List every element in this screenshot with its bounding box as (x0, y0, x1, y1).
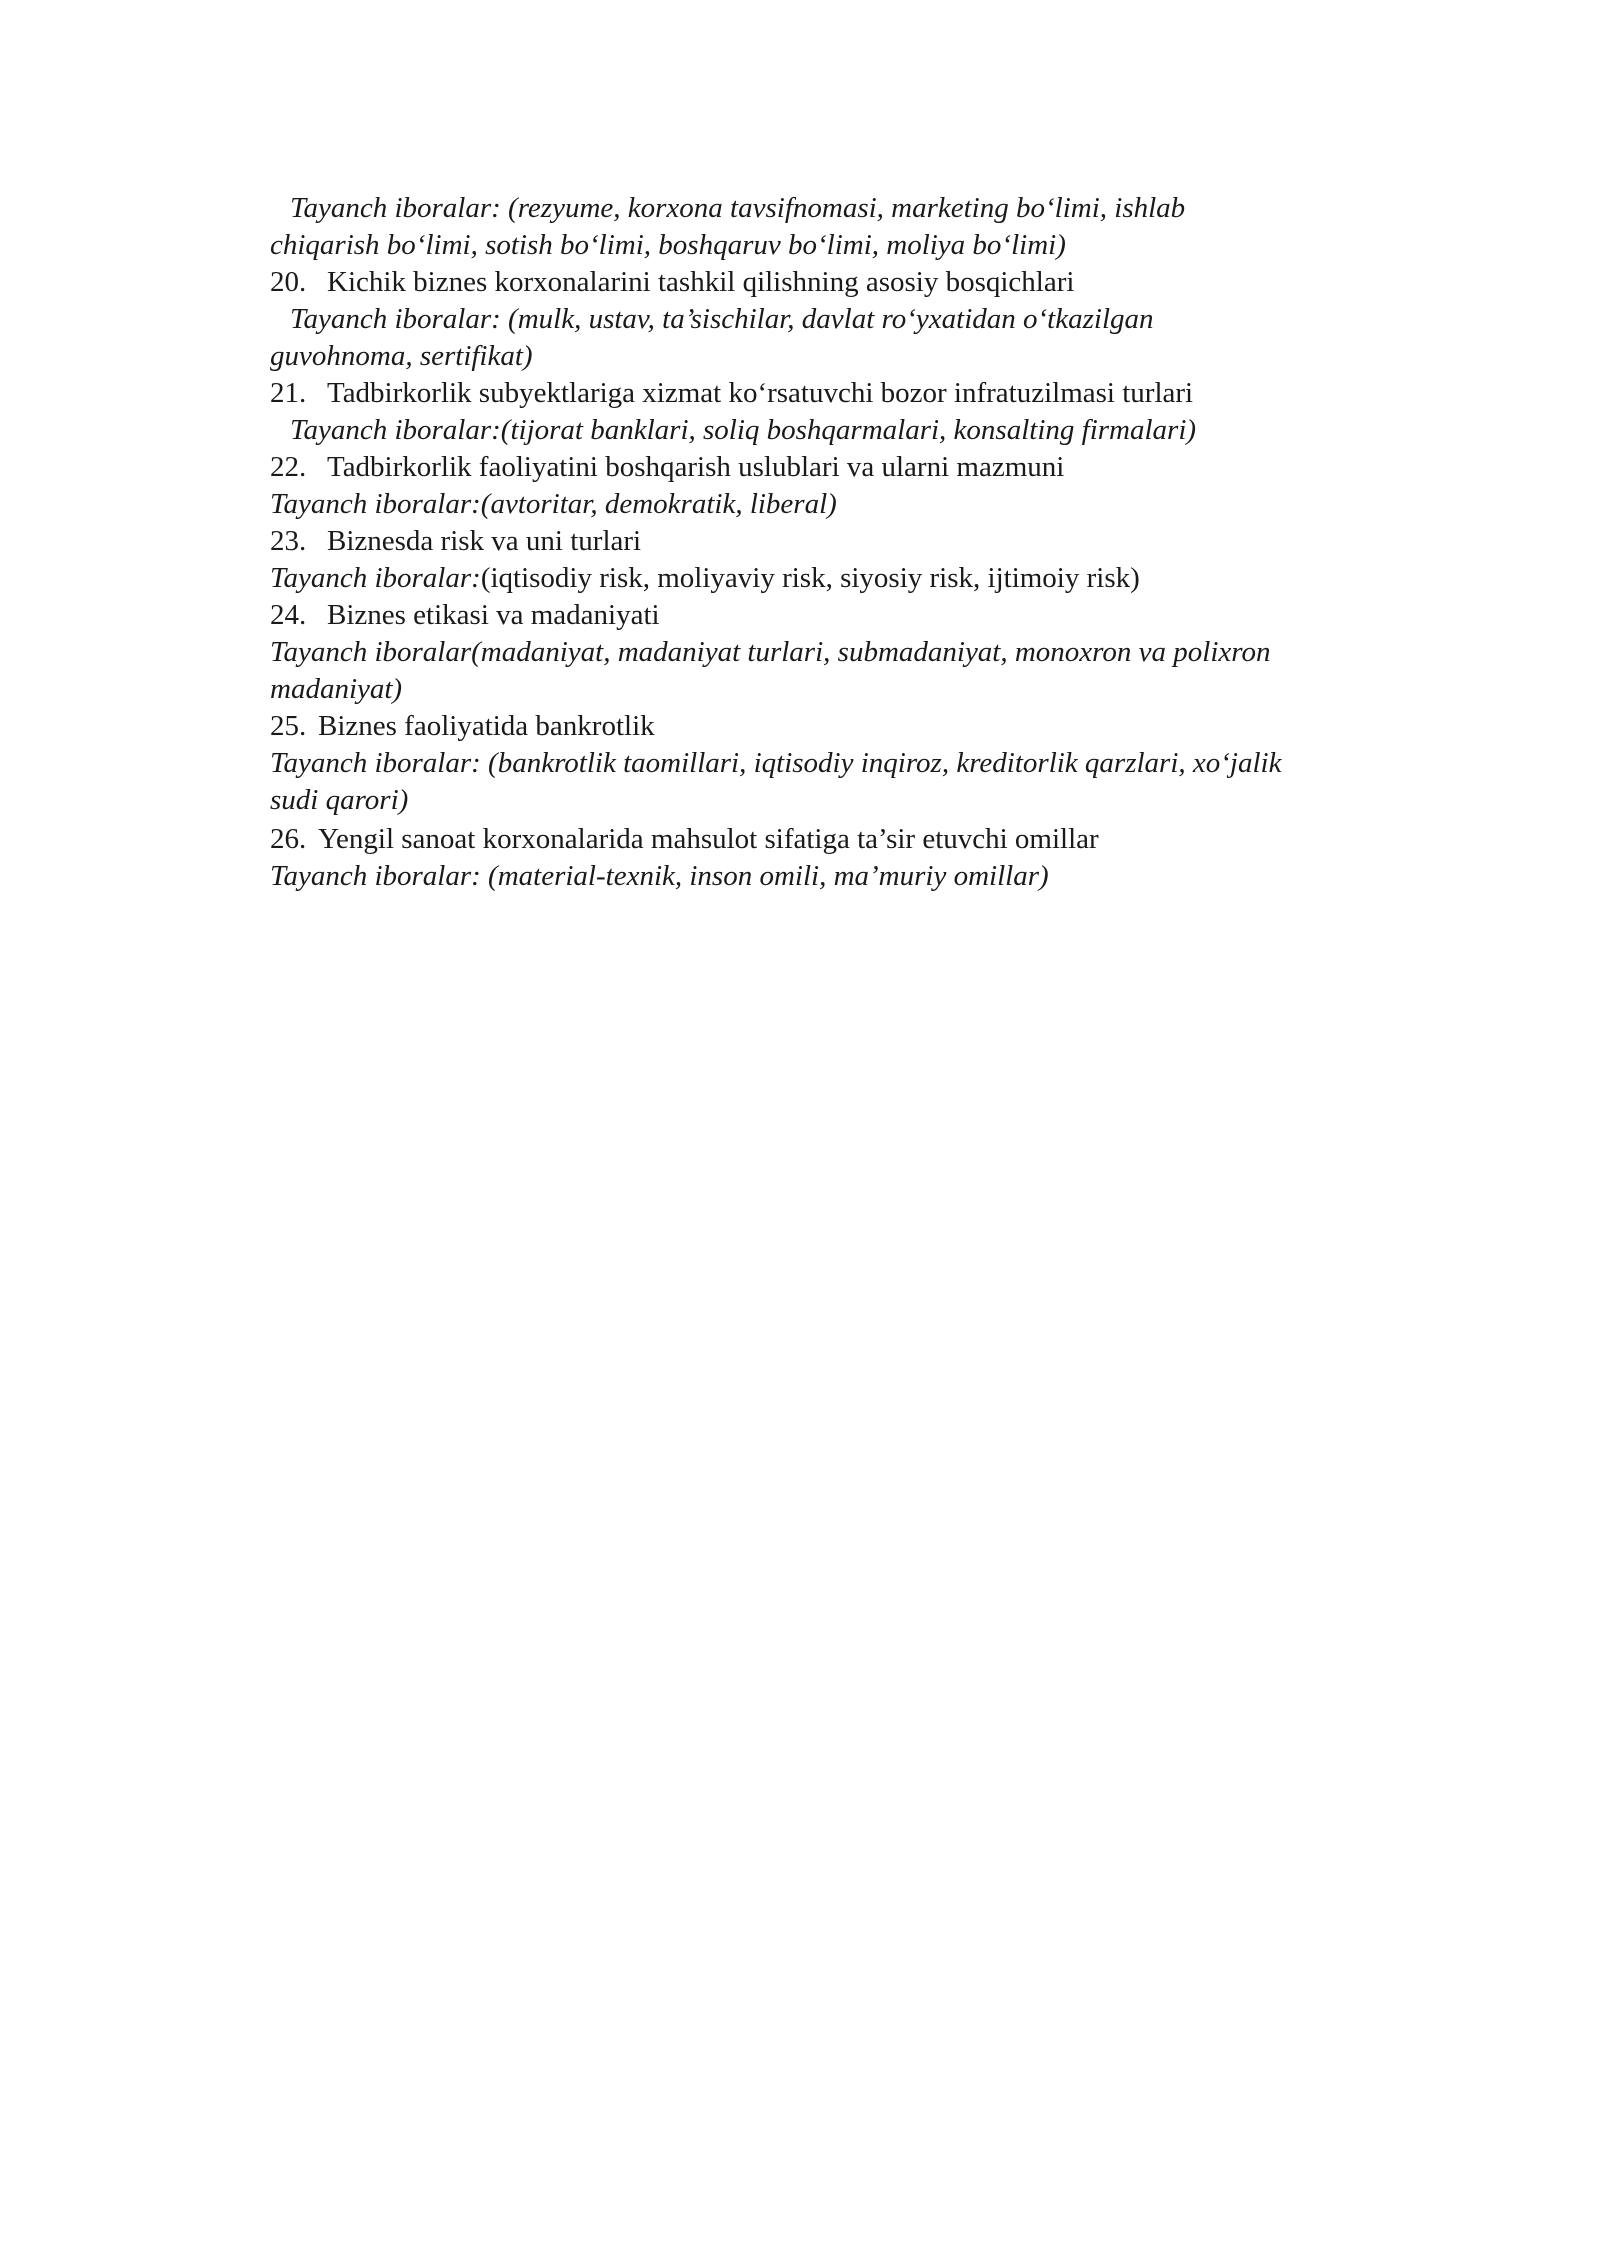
keywords-line: sudi qarori) (270, 784, 409, 816)
document-page (270, 190, 1410, 895)
topic-number: 20. (270, 266, 307, 298)
topic-heading (270, 449, 1410, 486)
topic-title: Biznes etikasi va madaniyati (327, 599, 660, 631)
topic-number: 23. (270, 525, 307, 557)
topic-heading (270, 708, 1410, 745)
keywords-line (270, 560, 1410, 597)
keywords-line: Tayanch iboralar:(tijorat banklari, soliq boshqarmalari, konsalting firmalari) (290, 414, 1197, 446)
keywords-line: Tayanch iboralar: (bankrotlik taomillari, iqtisodiy inqiroz, kreditorlik qarzlari, xo‘jalik (270, 747, 1282, 779)
keywords-list: (iqtisodiy risk, moliyaviy risk, siyosiy risk, ijtimoiy risk) (480, 562, 1140, 594)
keywords-line: Tayanch iboralar: (material-texnik, inson omili, ma’muriy omillar) (270, 860, 1049, 892)
keywords-line: chiqarish bo‘limi, sotish bo‘limi, boshqaruv bo‘limi, moliya bo‘limi) (270, 229, 1066, 261)
keywords-line: Tayanch iboralar: (mulk, ustav, ta’sischilar, davlat ro‘yxatidan o‘tkazilgan (290, 303, 1154, 335)
keywords-label: Tayanch iboralar: (270, 562, 481, 594)
topic-title: Yengil sanoat korxonalarida mahsulot sifatiga ta’sir etuvchi omillar (318, 823, 1099, 855)
keywords-line: Tayanch iboralar:(avtoritar, demokratik, liberal) (270, 488, 837, 520)
topic-title: Biznesda risk va uni turlari (327, 525, 642, 557)
topic-number: 26. (270, 823, 307, 855)
topic-number: 25. (270, 710, 307, 742)
topic-heading (270, 264, 1410, 301)
topic-number: 21. (270, 377, 307, 409)
topic-title: Tadbirkorlik subyektlariga xizmat ko‘rsatuvchi bozor infratuzilmasi turlari (327, 377, 1194, 409)
topic-heading (270, 523, 1410, 560)
topic-number: 22. (270, 451, 307, 483)
topic-title: Kichik biznes korxonalarini tashkil qilishning asosiy bosqichlari (327, 266, 1075, 298)
topic-title: Tadbirkorlik faoliyatini boshqarish uslublari va ularni mazmuni (327, 451, 1065, 483)
keywords-line: guvohnoma, sertifikat) (270, 340, 533, 372)
topic-title: Biznes faoliyatida bankrotlik (318, 710, 655, 742)
keywords-line: madaniyat) (270, 673, 403, 705)
topic-heading (270, 597, 1410, 634)
keywords-line: Tayanch iboralar(madaniyat, madaniyat turlari, submadaniyat, monoxron va polixron (270, 636, 1271, 668)
topic-heading (270, 821, 1410, 858)
topic-heading (270, 375, 1410, 412)
topic-number: 24. (270, 599, 307, 631)
keywords-line: Tayanch iboralar: (rezyume, korxona tavsifnomasi, marketing bo‘limi, ishlab (290, 192, 1186, 224)
